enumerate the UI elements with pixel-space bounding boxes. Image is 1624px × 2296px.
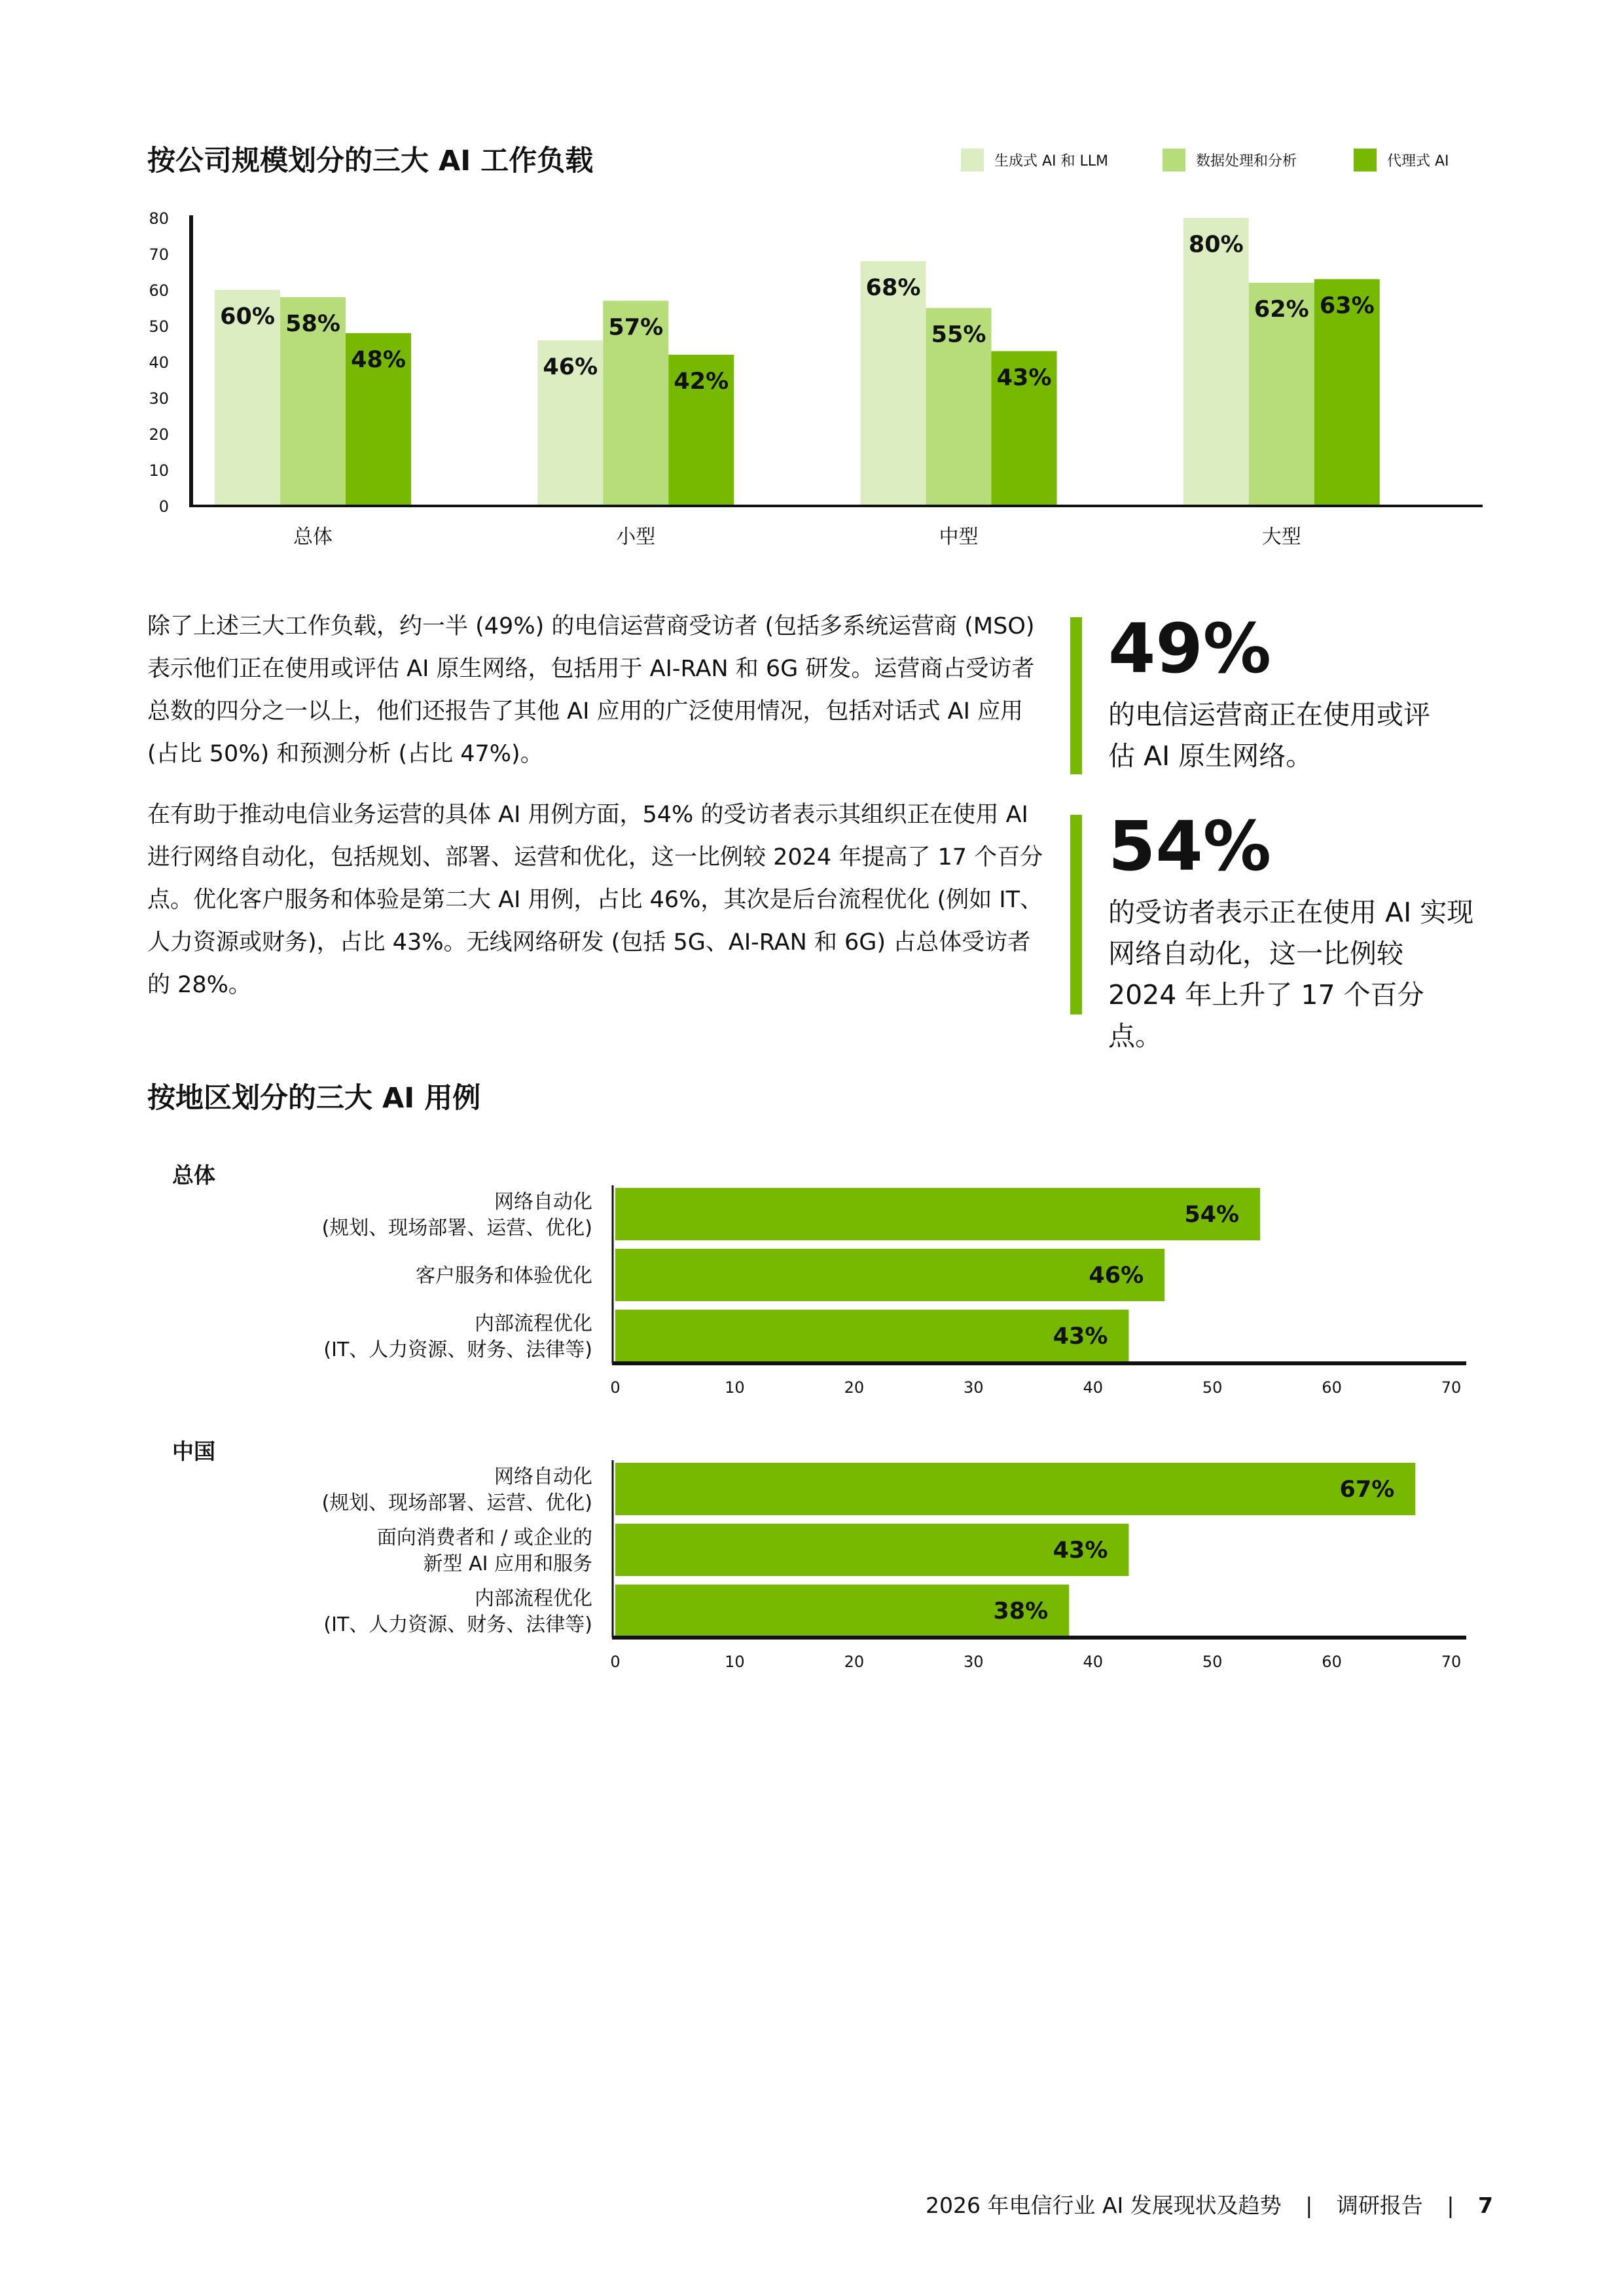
bar-value-label: 54% bbox=[1184, 1202, 1240, 1228]
footer bbox=[926, 2189, 1493, 2219]
bar-value-label: 38% bbox=[993, 1598, 1049, 1624]
legend-label-data: 数据处理和分析 bbox=[1196, 152, 1297, 170]
footer-section: 调研报告 bbox=[1336, 2193, 1423, 2218]
y-tick-label: 60 bbox=[149, 281, 169, 300]
x-category-label: 总体 bbox=[293, 526, 333, 548]
paragraph-1: 除了上述三大工作负载，约一半 (49%) 的电信运营商受访者 (包括多系统运营商 (MSO) 表示他们正在使用或评估 AI 原生网络，包括用于 AI-RAN 和 6G 研发。运营商占受访者总数的四分之一以上，他们还报告了其他 AI 应用的广泛使用情况，包括对话式 AI 应用 (占比 50%) 和预测分析 (占比 47%)。 bbox=[147, 613, 1035, 767]
y-tick-label: 70 bbox=[149, 245, 169, 264]
category-label: 客户服务和体验优化 bbox=[416, 1265, 592, 1287]
category-label: (IT、人力资源、财务、法律等) bbox=[323, 1613, 592, 1636]
bar-value-label: 43% bbox=[1053, 1323, 1108, 1350]
y-tick-label: 20 bbox=[149, 425, 169, 444]
bar bbox=[615, 1524, 1128, 1576]
x-tick-label: 70 bbox=[1441, 1378, 1462, 1397]
page-number: 7 bbox=[1478, 2193, 1493, 2218]
callout-1-value: 49% bbox=[1108, 609, 1271, 689]
bar-value-label: 42% bbox=[674, 368, 729, 395]
y-tick-label: 10 bbox=[149, 461, 169, 480]
legend-label-agentic: 代理式 AI bbox=[1387, 152, 1449, 170]
chart1-plot bbox=[0, 0, 1624, 576]
x-tick-label: 30 bbox=[964, 1378, 984, 1397]
callout-1-bar bbox=[1070, 617, 1082, 774]
bar-value-label: 48% bbox=[351, 347, 406, 373]
body-text bbox=[147, 605, 1051, 1007]
bar-value-label: 57% bbox=[608, 314, 664, 341]
x-tick-label: 60 bbox=[1322, 1378, 1342, 1397]
bar-value-label: 43% bbox=[996, 365, 1052, 391]
bar bbox=[615, 1310, 1128, 1362]
bar bbox=[615, 1188, 1260, 1240]
category-label: 内部流程优化 bbox=[475, 1312, 592, 1335]
x-tick-label: 0 bbox=[610, 1378, 621, 1397]
footer-separator-1: | bbox=[1305, 2193, 1313, 2218]
bar-value-label: 58% bbox=[285, 311, 340, 337]
legend-label-genai: 生成式 AI 和 LLM bbox=[994, 152, 1109, 170]
x-tick-label: 70 bbox=[1441, 1653, 1462, 1671]
x-tick-label: 50 bbox=[1202, 1653, 1223, 1671]
bar-value-label: 67% bbox=[1339, 1477, 1395, 1503]
x-tick-label: 40 bbox=[1083, 1378, 1103, 1397]
x-tick-label: 60 bbox=[1322, 1653, 1342, 1671]
category-label: 网络自动化 bbox=[494, 1191, 592, 1213]
category-label: 面向消费者和 / 或企业的 bbox=[376, 1526, 592, 1549]
bar-value-label: 43% bbox=[1053, 1537, 1108, 1564]
callout-2-text: 的受访者表示正在使用 AI 实现网络自动化，这一比例较 2024 年上升了 17 个百分点。 bbox=[1108, 897, 1474, 1052]
category-label: 网络自动化 bbox=[494, 1465, 592, 1488]
x-tick-label: 20 bbox=[844, 1653, 865, 1671]
bar-value-label: 68% bbox=[865, 275, 921, 301]
y-tick-label: 80 bbox=[149, 209, 169, 228]
x-category-label: 大型 bbox=[1261, 526, 1301, 548]
x-category-label: 中型 bbox=[939, 526, 979, 548]
y-tick-label: 0 bbox=[158, 497, 169, 516]
category-label: 新型 AI 应用和服务 bbox=[423, 1552, 592, 1575]
bar-value-label: 62% bbox=[1254, 296, 1309, 323]
x-tick-label: 10 bbox=[725, 1653, 745, 1671]
footer-separator-2: | bbox=[1447, 2193, 1454, 2218]
callout-2-value: 54% bbox=[1108, 806, 1271, 886]
category-label: (规划、现场部署、运营、优化) bbox=[321, 1492, 592, 1515]
bar-value-label: 46% bbox=[1089, 1263, 1144, 1289]
chart2-plot bbox=[0, 1165, 1624, 1702]
bar-value-label: 46% bbox=[543, 354, 598, 380]
footer-report-title: 2026 年电信行业 AI 发展现状及趋势 bbox=[926, 2193, 1282, 2218]
x-tick-label: 10 bbox=[725, 1378, 745, 1397]
chart1-title: 按公司规模划分的三大 AI 工作负载 bbox=[147, 145, 594, 177]
category-label: (IT、人力资源、财务、法律等) bbox=[323, 1338, 592, 1361]
region-label-overall: 总体 bbox=[172, 1162, 215, 1188]
bar bbox=[615, 1249, 1164, 1301]
y-tick-label: 40 bbox=[149, 353, 169, 372]
category-label: (规划、现场部署、运营、优化) bbox=[321, 1217, 592, 1240]
bar-value-label: 63% bbox=[1319, 293, 1375, 319]
x-category-label: 小型 bbox=[616, 526, 656, 548]
y-tick-label: 30 bbox=[149, 389, 169, 408]
x-tick-label: 40 bbox=[1083, 1653, 1103, 1671]
category-label: 内部流程优化 bbox=[475, 1587, 592, 1610]
bar-value-label: 55% bbox=[931, 321, 986, 348]
bar bbox=[1183, 218, 1249, 506]
callout-1-text: 的电信运营商正在使用或评估 AI 原生网络。 bbox=[1108, 699, 1430, 772]
bar-value-label: 60% bbox=[220, 304, 275, 330]
chart2-title: 按地区划分的三大 AI 用例 bbox=[147, 1082, 481, 1115]
paragraph-2: 在有助于推动电信业务运营的具体 AI 用例方面，54% 的受访者表示其组织正在使用 AI 进行网络自动化，包括规划、部署、运营和优化，这一比例较 2024 年提高了 17 个百分点。优化客户服务和体验是第二大 AI 用例，占比 46%，其次是后台流程优化 (例如 IT、人力资源或财务)，占比 43%。无线网络研发 (包括 5G、AI-RAN 和 6G) 占总体受访者的 28%。 bbox=[147, 802, 1043, 998]
x-tick-label: 20 bbox=[844, 1378, 865, 1397]
y-tick-label: 50 bbox=[149, 317, 169, 336]
x-tick-label: 0 bbox=[610, 1653, 621, 1671]
bar bbox=[615, 1463, 1415, 1515]
x-tick-label: 50 bbox=[1202, 1378, 1223, 1397]
callout-2-bar bbox=[1070, 815, 1082, 1014]
bar-value-label: 80% bbox=[1188, 232, 1244, 258]
x-tick-label: 30 bbox=[964, 1653, 984, 1671]
region-label-china: 中国 bbox=[172, 1439, 215, 1464]
